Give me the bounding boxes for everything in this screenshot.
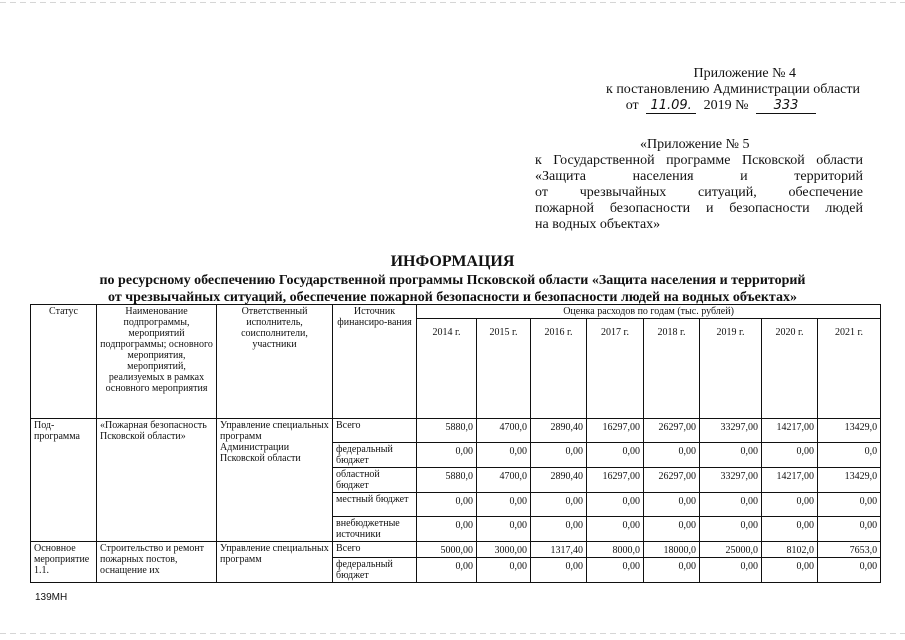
- footer-code: 139МН: [35, 592, 68, 603]
- header-year: 2014 г.: [417, 319, 477, 419]
- header-year: 2020 г.: [762, 319, 818, 419]
- cell-value: 0,00: [587, 443, 644, 468]
- cell-value: 33297,00: [700, 468, 762, 493]
- appendix-4-date-line: [560, 98, 860, 114]
- header-year: 2018 г.: [644, 319, 700, 419]
- cell-value: 4700,0: [477, 468, 531, 493]
- header-source: Источник финансиро-вания: [333, 305, 417, 419]
- cell-value: 0,00: [587, 517, 644, 542]
- cell-value: 0,00: [762, 493, 818, 517]
- cell-status: Основное мероприятие 1.1.: [31, 542, 97, 583]
- cell-value: 5880,0: [417, 468, 477, 493]
- cell-value: 5880,0: [417, 419, 477, 443]
- year-text: 2019 №: [703, 98, 749, 113]
- cell-value: 16297,00: [587, 419, 644, 443]
- heading-title: ИНФОРМАЦИЯ: [390, 253, 515, 270]
- cell-value: 0,00: [587, 493, 644, 517]
- cell-responsible: Управление специальных программ: [217, 542, 333, 583]
- heading-line-2: от чрезвычайных ситуаций, обеспечение пожарной безопасности и безопасности людей на водных объектах»: [108, 290, 797, 305]
- cell-value: 16297,00: [587, 468, 644, 493]
- appendix-5-line: к Государственной программе Псковской области: [535, 153, 863, 168]
- handwritten-date: 11.09.: [646, 99, 696, 114]
- cell-value: 0,00: [531, 493, 587, 517]
- cell-value: 0,00: [477, 493, 531, 517]
- header-year: 2016 г.: [531, 319, 587, 419]
- cell-value: 25000,0: [700, 542, 762, 558]
- cell-value: 0,00: [700, 493, 762, 517]
- cell-value: 8102,0: [762, 542, 818, 558]
- cell-value: 14217,00: [762, 419, 818, 443]
- cell-source: федеральный бюджет: [333, 443, 417, 468]
- cell-value: 0,00: [587, 558, 644, 583]
- cell-value: 4700,0: [477, 419, 531, 443]
- cell-value: 26297,00: [644, 419, 700, 443]
- cell-value: 13429,0: [818, 468, 881, 493]
- cell-value: 33297,00: [700, 419, 762, 443]
- header-responsible: Ответственный исполнитель, соисполнители, участники: [217, 305, 333, 419]
- cell-value: 0,00: [818, 558, 881, 583]
- appendix-5-line: «Приложение № 5: [640, 137, 750, 152]
- cell-source: местный бюджет: [333, 493, 417, 517]
- appendix-5-line: пожарной безопасности и безопасности людей: [535, 201, 863, 216]
- cell-value: 0,00: [644, 517, 700, 542]
- appendix-5-block: [535, 137, 863, 233]
- header-year: 2021 г.: [818, 319, 881, 419]
- heading-line-1: по ресурсному обеспечению Государственной программы Псковской области «Защита населения и территорий: [99, 273, 806, 288]
- cell-value: 7653,0: [818, 542, 881, 558]
- cell-value: 0,00: [531, 558, 587, 583]
- cell-value: 0,00: [700, 443, 762, 468]
- cell-value: 0,00: [477, 558, 531, 583]
- cell-value: 0,00: [477, 517, 531, 542]
- cell-value: 0,00: [700, 517, 762, 542]
- scan-edge-top: [0, 2, 905, 3]
- handwritten-number: 333: [756, 99, 816, 114]
- cell-value: 0,00: [417, 558, 477, 583]
- appendix-5-line: «Защита населения и территорий: [535, 169, 863, 184]
- cell-value: 0,00: [700, 558, 762, 583]
- cell-value: 8000,0: [587, 542, 644, 558]
- cell-value: 0,00: [644, 558, 700, 583]
- cell-value: 14217,00: [762, 468, 818, 493]
- header-year: 2019 г.: [700, 319, 762, 419]
- header-year: 2015 г.: [477, 319, 531, 419]
- appendix-4-title: Приложение № 4: [693, 66, 796, 81]
- cell-value: 0,00: [818, 493, 881, 517]
- cell-value: 13429,0: [818, 419, 881, 443]
- document-heading: [0, 252, 905, 306]
- cell-source: областной бюджет: [333, 468, 417, 493]
- header-estimate: Оценка расходов по годам (тыс. рублей): [417, 305, 881, 319]
- from-label: от: [625, 98, 639, 113]
- cell-value: 0,0: [818, 443, 881, 468]
- cell-value: 0,00: [417, 517, 477, 542]
- cell-value: 3000,00: [477, 542, 531, 558]
- cell-responsible: Управление специальных программ Администрации Псковской области: [217, 419, 333, 542]
- cell-value: 0,00: [531, 517, 587, 542]
- cell-source: Всего: [333, 419, 417, 443]
- cell-source: Всего: [333, 542, 417, 558]
- appendix-5-line: на водных объектах»: [535, 217, 661, 232]
- cell-value: 5000,00: [417, 542, 477, 558]
- cell-value: 1317,40: [531, 542, 587, 558]
- cell-value: 18000,0: [644, 542, 700, 558]
- cell-value: 2890,40: [531, 419, 587, 443]
- cell-value: 0,00: [762, 558, 818, 583]
- cell-source: федеральный бюджет: [333, 558, 417, 583]
- cell-source: внебюджетные источники: [333, 517, 417, 542]
- cell-value: 26297,00: [644, 468, 700, 493]
- cell-status: Под-программа: [31, 419, 97, 542]
- appendix-5-line: от чрезвычайных ситуаций, обеспечение: [535, 185, 863, 200]
- cell-value: 0,00: [417, 443, 477, 468]
- cell-value: 0,00: [417, 493, 477, 517]
- appendix-4-line2: к постановлению Администрации области: [606, 82, 860, 97]
- table-row: [31, 542, 881, 558]
- cell-value: 0,00: [762, 517, 818, 542]
- cell-value: 0,00: [818, 517, 881, 542]
- cell-name: «Пожарная безопасность Псковской области»: [97, 419, 217, 542]
- resource-table: [30, 304, 881, 583]
- table-row: [31, 419, 881, 443]
- header-name: Наименование подпрограммы, мероприятий подпрограммы; основного мероприятия, мероприятий, реализуемых в рамках основного мероприятия: [97, 305, 217, 419]
- cell-name: Строительство и ремонт пожарных постов, оснащение их: [97, 542, 217, 583]
- cell-value: 2890,40: [531, 468, 587, 493]
- cell-value: 0,00: [477, 443, 531, 468]
- appendix-4-block: [560, 66, 860, 114]
- cell-value: 0,00: [644, 493, 700, 517]
- cell-value: 0,00: [762, 443, 818, 468]
- header-year: 2017 г.: [587, 319, 644, 419]
- cell-value: 0,00: [644, 443, 700, 468]
- cell-value: 0,00: [531, 443, 587, 468]
- header-status: Статус: [31, 305, 97, 419]
- scan-edge-bottom: [0, 633, 905, 634]
